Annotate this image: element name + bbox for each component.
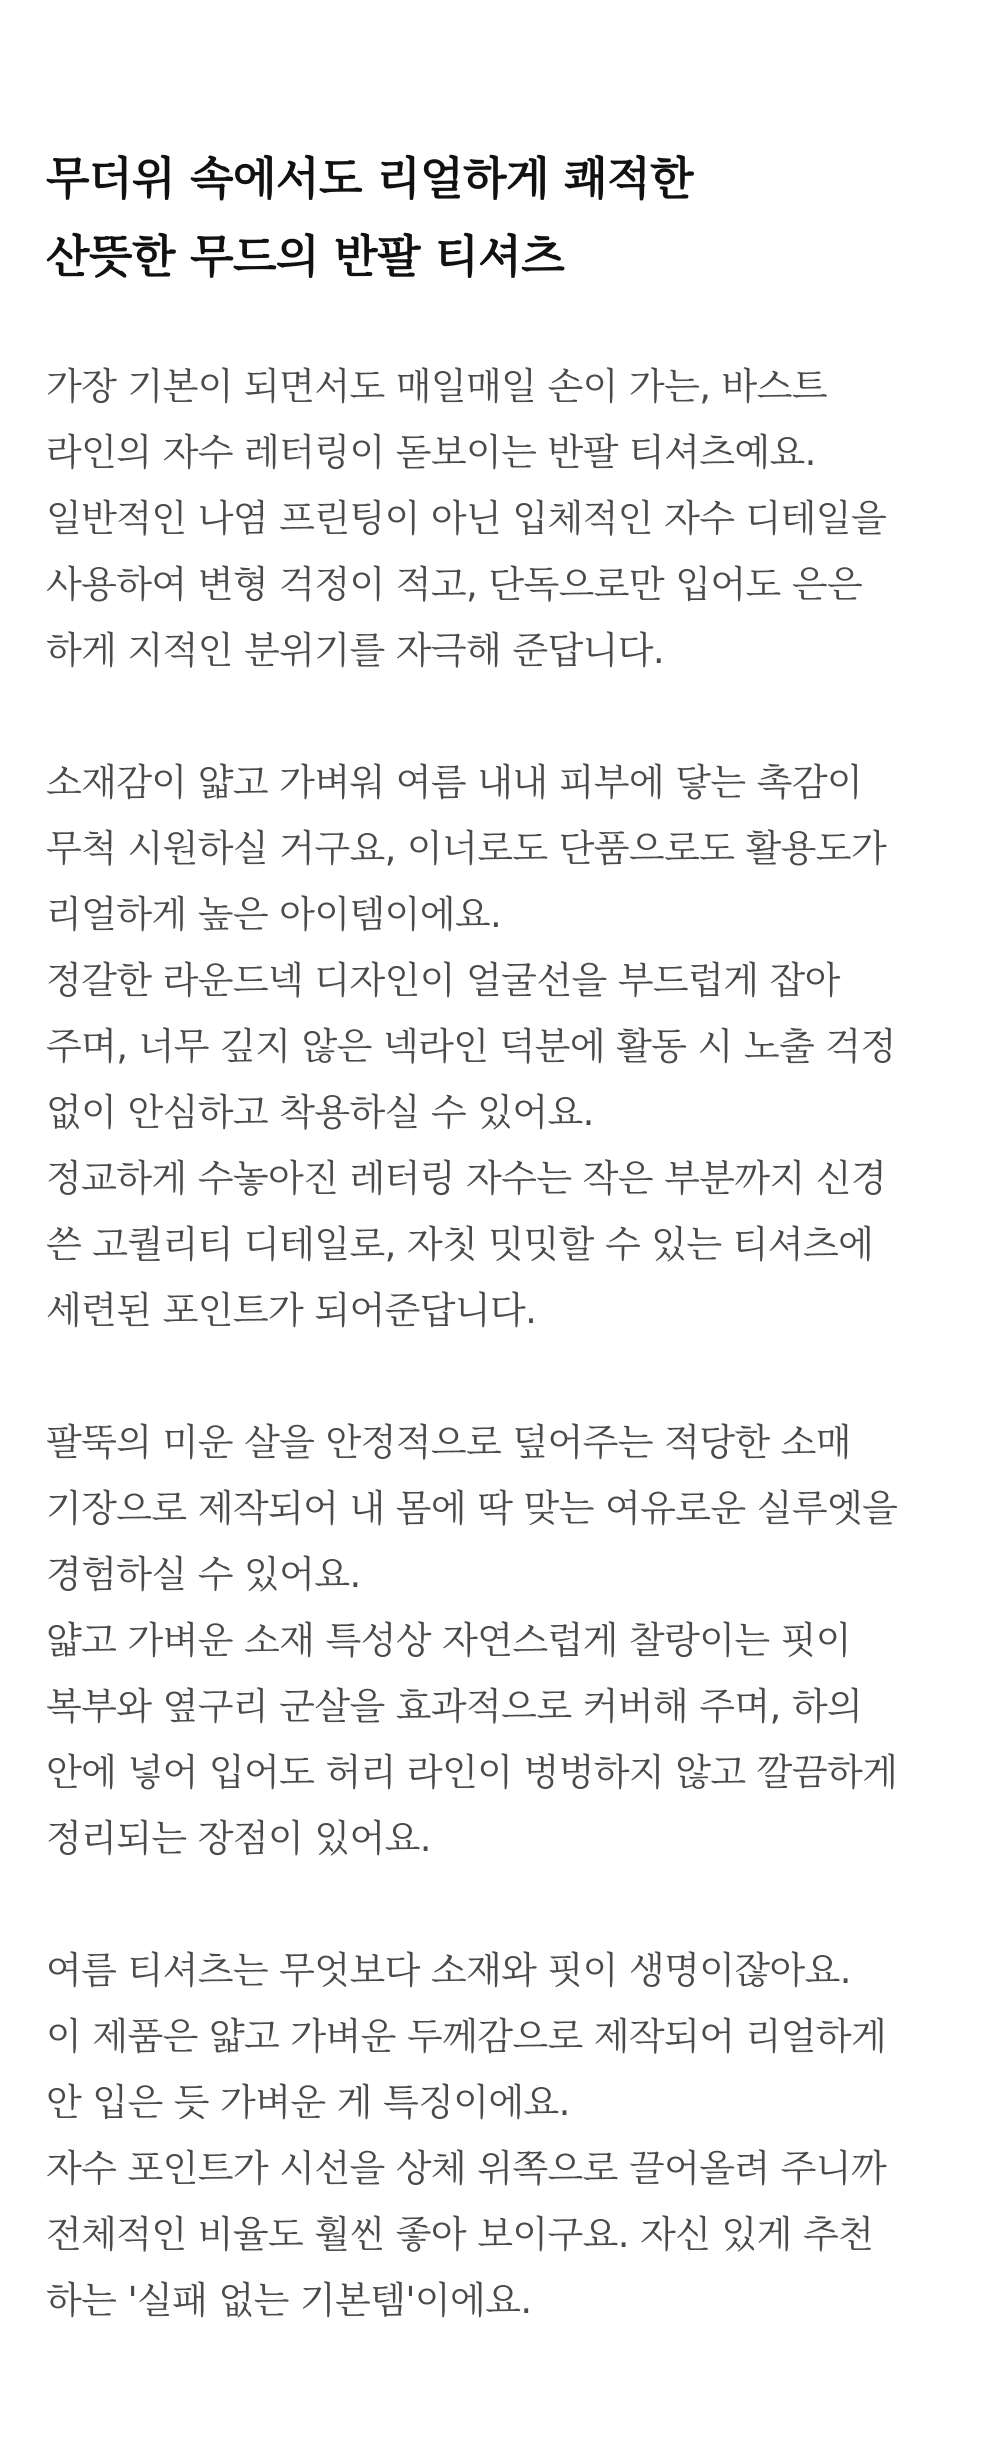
body-text: [46, 354, 986, 2334]
product-description: [46, 140, 986, 2334]
headline: [46, 140, 986, 296]
text-line: 소재감이 얇고 가벼워 여름 내내 피부에 닿는 촉감이: [46, 761, 863, 804]
text-line: 여름 티셔츠는 무엇보다 소재와 핏이 생명이잖아요.: [46, 1949, 851, 1992]
text-line: 팔뚝의 미운 살을 안정적으로 덮어주는 적당한 소매: [46, 1421, 851, 1464]
text-line: 가장 기본이 되면서도 매일매일 손이 가는, 바스트: [46, 365, 827, 408]
headline-line: 무더위 속에서도 리얼하게 쾌적한: [46, 152, 694, 205]
text-line: 리얼하게 높은 아이템이에요.: [46, 893, 502, 936]
headline-line: 산뜻한 무드의 반팔 티셔츠: [46, 230, 565, 283]
text-line: 라인의 자수 레터링이 돋보이는 반팔 티셔츠예요.: [46, 431, 816, 474]
text-line: 안 입은 듯 가벼운 게 특징이에요.: [46, 2081, 570, 2124]
text-line: 주며, 너무 깊지 않은 넥라인 덕분에 활동 시 노출 걱정: [46, 1025, 896, 1068]
text-line: 무척 시원하실 거구요, 이너로도 단품으로도 활용도가: [46, 827, 887, 870]
paragraph-fit: [46, 1410, 986, 1872]
text-line: 복부와 옆구리 군살을 효과적으로 커버해 주며, 하의: [46, 1685, 863, 1728]
paragraph-material: [46, 750, 986, 1344]
text-line: 정교하게 수놓아진 레터링 자수는 작은 부분까지 신경: [46, 1157, 887, 1200]
text-line: 하는 '실패 없는 기본템'이에요.: [46, 2279, 532, 2322]
text-line: 자수 포인트가 시선을 상체 위쪽으로 끌어올려 주니까: [46, 2147, 887, 2190]
text-line: 전체적인 비율도 훨씬 좋아 보이구요. 자신 있게 추천: [46, 2213, 874, 2256]
paragraph-summary: [46, 1938, 986, 2334]
text-line: 정갈한 라운드넥 디자인이 얼굴선을 부드럽게 잡아: [46, 959, 840, 1002]
text-line: 세련된 포인트가 되어준답니다.: [46, 1289, 537, 1332]
text-line: 쓴 고퀄리티 디테일로, 자칫 밋밋할 수 있는 티셔츠에: [46, 1223, 874, 1266]
text-line: 사용하여 변형 걱정이 적고, 단독으로만 입어도 은은: [46, 563, 863, 606]
text-line: 하게 지적인 분위기를 자극해 준답니다.: [46, 629, 665, 672]
paragraph-intro: [46, 354, 986, 684]
text-line: 기장으로 제작되어 내 몸에 딱 맞는 여유로운 실루엣을: [46, 1487, 898, 1530]
text-line: 없이 안심하고 착용하실 수 있어요.: [46, 1091, 594, 1134]
text-line: 이 제품은 얇고 가벼운 두께감으로 제작되어 리얼하게: [46, 2015, 887, 2058]
text-line: 안에 넣어 입어도 허리 라인이 벙벙하지 않고 깔끔하게: [46, 1751, 898, 1794]
text-line: 정리되는 장점이 있어요.: [46, 1817, 431, 1860]
text-line: 얇고 가벼운 소재 특성상 자연스럽게 찰랑이는 핏이: [46, 1619, 851, 1662]
text-line: 경험하실 수 있어요.: [46, 1553, 361, 1596]
text-line: 일반적인 나염 프린팅이 아닌 입체적인 자수 디테일을: [46, 497, 887, 540]
